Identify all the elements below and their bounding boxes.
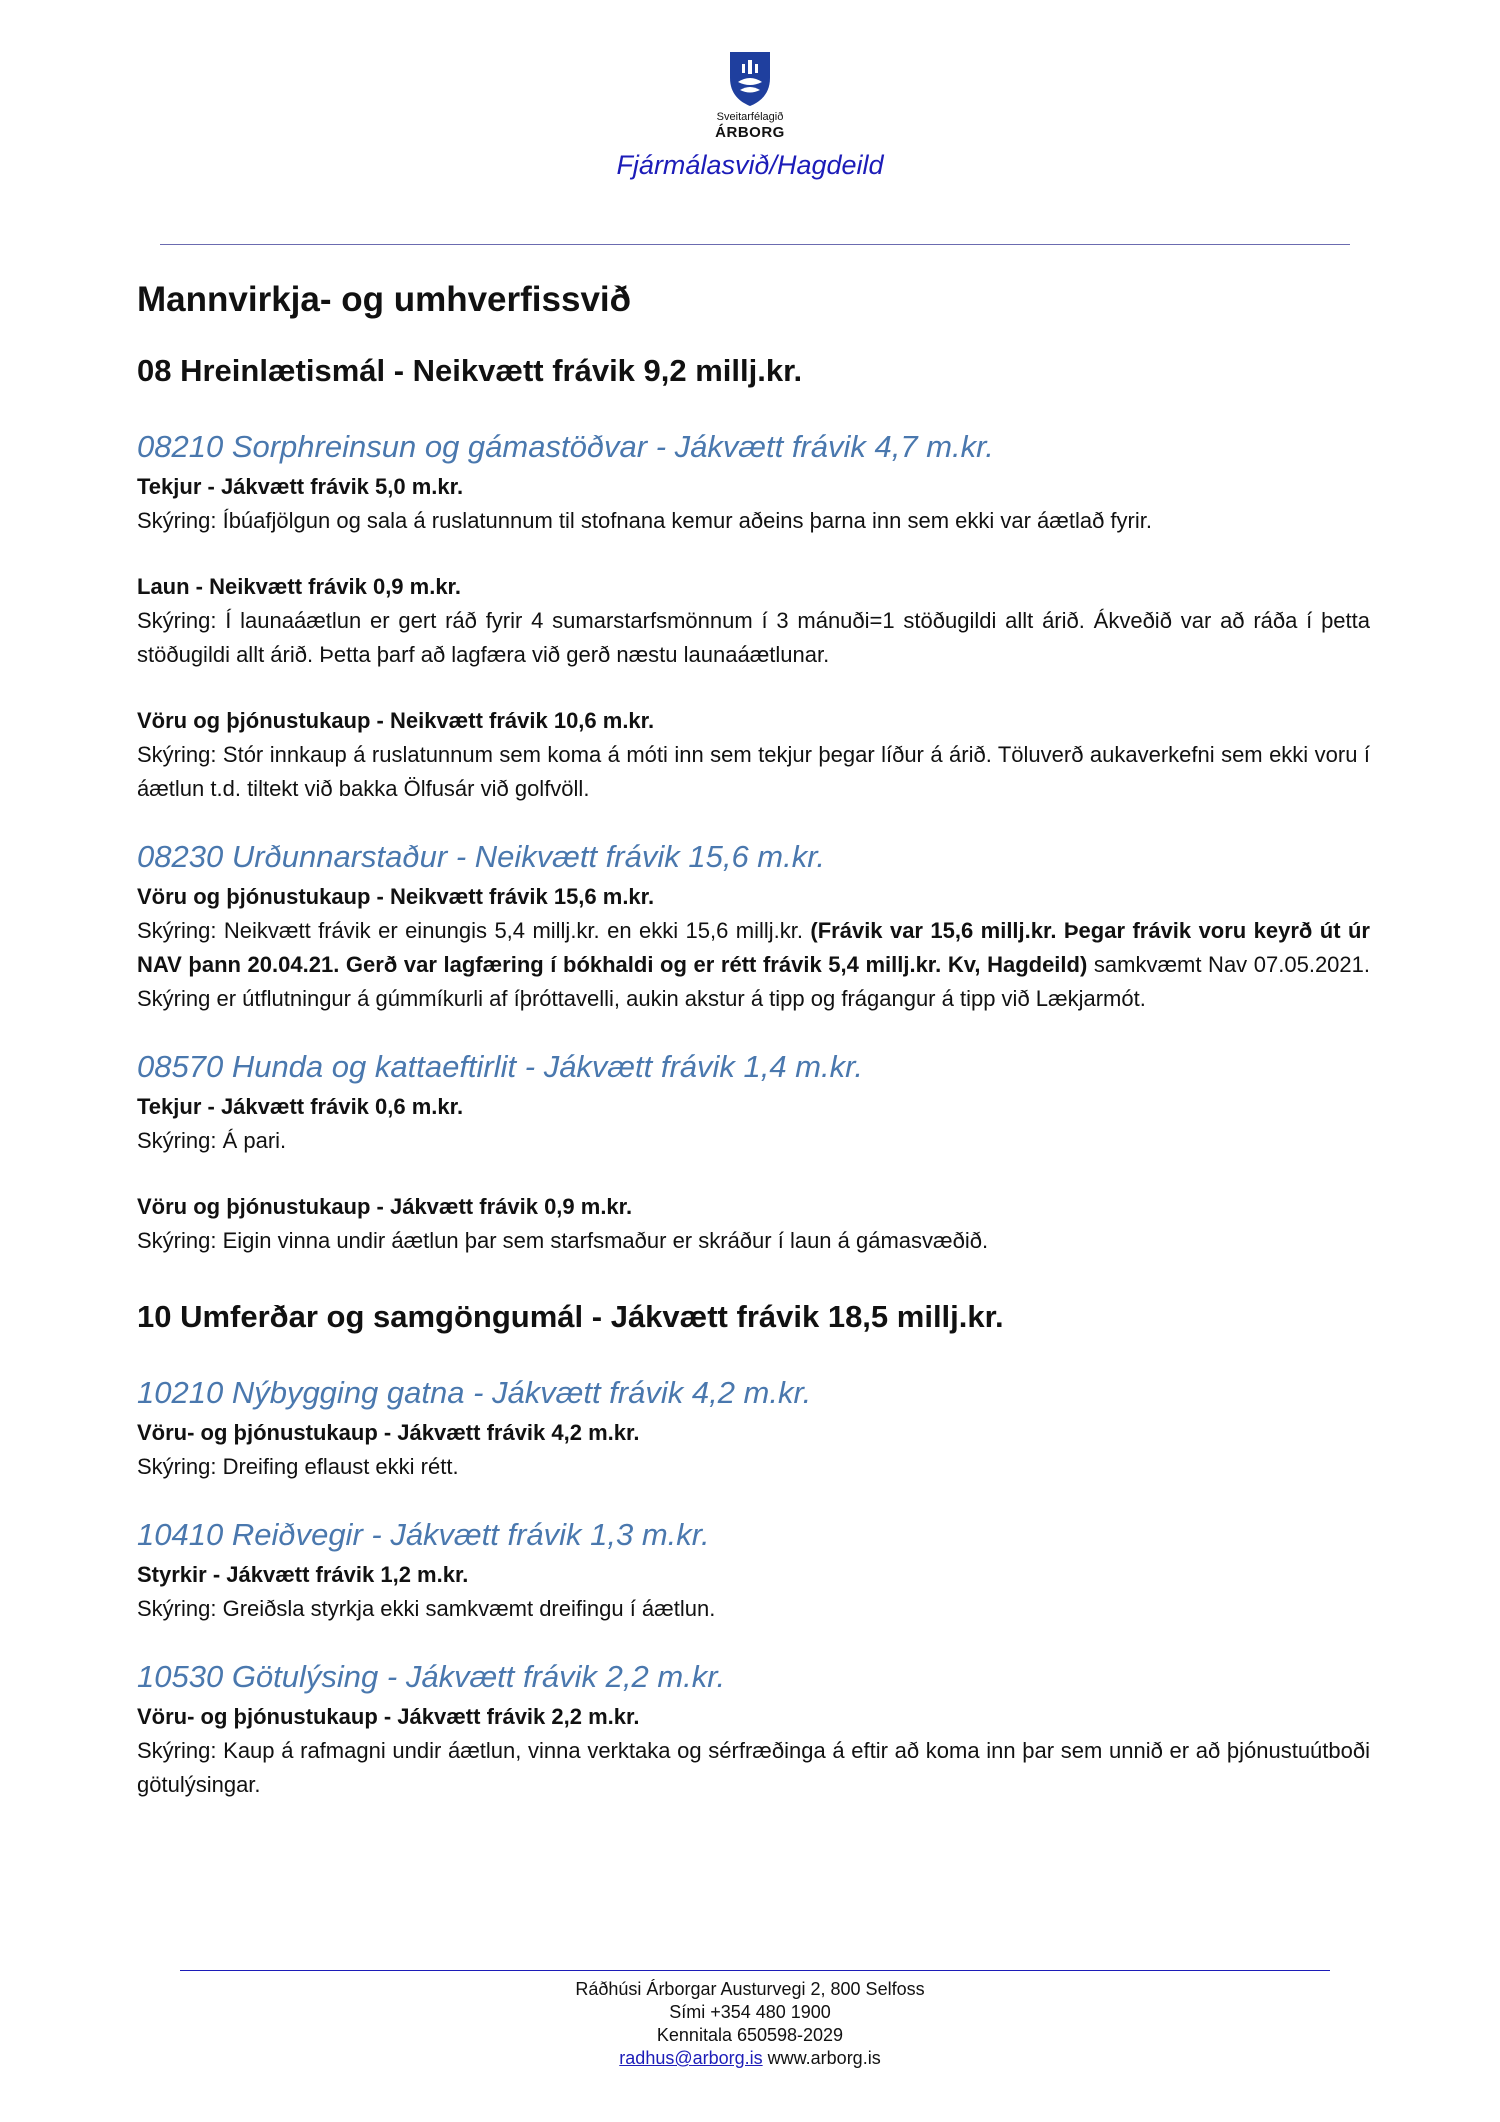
coat-of-arms-icon bbox=[726, 48, 774, 108]
unit-heading: 10410 Reiðvegir - Jákvætt frávik 1,3 m.kr. bbox=[137, 1517, 710, 1552]
unit-heading: 10530 Götulýsing - Jákvætt frávik 2,2 m.kr. bbox=[137, 1659, 726, 1694]
item-text: Skýring: Kaup á rafmagni undir áætlun, vinna verktaka og sérfræðinga á eftir að koma inn þar sem unnið er að þjónustuútboði götulýsingar. bbox=[137, 1738, 1370, 1797]
logo-line1: Sveitarfélagið bbox=[716, 111, 784, 123]
unit-heading: 08210 Sorphreinsun og gámastöðvar - Jákvætt frávik 4,7 m.kr. bbox=[137, 429, 994, 464]
item-text: Skýring: Á pari. bbox=[137, 1128, 287, 1153]
item-text: Skýring: Íbúafjölgun og sala á ruslatunnum til stofnana kemur aðeins þarna inn sem ekki var áætlað fyrir. bbox=[137, 508, 1152, 533]
section-heading: 08 Hreinlætismál - Neikvætt frávik 9,2 millj.kr. bbox=[137, 353, 803, 388]
item-label: Laun - Neikvætt frávik 0,9 m.kr. bbox=[137, 574, 462, 599]
item-label: Styrkir - Jákvætt frávik 1,2 m.kr. bbox=[137, 1562, 469, 1587]
footer-kennitala: Kennitala 650598-2029 bbox=[656, 2025, 844, 2045]
page-title: Mannvirkja- og umhverfissvið bbox=[137, 280, 632, 319]
item-text bbox=[137, 914, 1370, 1016]
item-label: Vöru og þjónustukaup - Jákvætt frávik 0,9 m.kr. bbox=[137, 1194, 633, 1219]
item-text: Skýring: Í launaáætlun er gert ráð fyrir 4 sumarstarfsmönnum í 3 mánuði=1 stöðugildi allt árið. Ákveðið var að ráða í þetta stöðugildi allt árið. Þetta þarf að lagfæra við gerð næstu launaáætlunar. bbox=[137, 608, 1370, 667]
logo-line2: ÁRBORG bbox=[715, 124, 785, 141]
municipality-logo bbox=[702, 48, 798, 141]
item-label: Vöru og þjónustukaup - Neikvætt frávik 10,6 m.kr. bbox=[137, 708, 655, 733]
website-text: www.arborg.is bbox=[767, 2048, 881, 2068]
email-link[interactable]: radhus@arborg.is bbox=[619, 2048, 763, 2068]
unit-heading: 10210 Nýbygging gatna - Jákvætt frávik 4,2 m.kr. bbox=[137, 1375, 812, 1410]
document-body bbox=[137, 270, 1370, 1802]
footer-contact bbox=[0, 2047, 1500, 2070]
item-text-correction-note: (Frávik var 15,6 millj.kr. Þegar frávik voru keyrð út úr NAV þann 20.04.21. Gerð var lagfæring í bókhaldi og er rétt frávik 5,4 millj.kr. Kv, Hagdeild) bbox=[137, 918, 1370, 977]
item-text: Skýring: Greiðsla styrkja ekki samkvæmt dreifingu í áætlun. bbox=[137, 1596, 716, 1621]
item-label: Vöru- og þjónustukaup - Jákvætt frávik 4,2 m.kr. bbox=[137, 1420, 640, 1445]
item-text-part: Skýring: Neikvætt frávik er einungis 5,4 millj.kr. en ekki 15,6 millj.kr. bbox=[137, 918, 811, 943]
item-label: Tekjur - Jákvætt frávik 0,6 m.kr. bbox=[137, 1094, 464, 1119]
unit-heading: 08570 Hunda og kattaeftirlit - Jákvætt frávik 1,4 m.kr. bbox=[137, 1049, 863, 1084]
footer bbox=[0, 1978, 1500, 2070]
item-text: Skýring: Stór innkaup á ruslatunnum sem koma á móti inn sem tekjur þegar líður á árið. Töluverð aukaverkefni sem ekki voru í áætlun t.d. tiltekt við bakka Ölfusár við golfvöll. bbox=[137, 742, 1370, 801]
footer-divider bbox=[180, 1970, 1330, 1971]
footer-address: Ráðhúsi Árborgar Austurvegi 2, 800 Selfoss bbox=[575, 1979, 925, 1999]
item-label: Vöru- og þjónustukaup - Jákvætt frávik 2,2 m.kr. bbox=[137, 1704, 640, 1729]
footer-phone: Sími +354 480 1900 bbox=[669, 2002, 831, 2022]
item-text: Skýring: Dreifing eflaust ekki rétt. bbox=[137, 1454, 459, 1479]
department-name: Fjármálasvið/Hagdeild bbox=[616, 150, 884, 180]
item-text-part: samkvæmt Nav 07.05.2021. Skýring er útflutningur á gúmmíkurli af íþróttavelli, aukin akstur á tipp og frágangur á tipp við Lækjarmót. bbox=[137, 952, 1370, 1011]
header-divider bbox=[160, 244, 1350, 245]
section-heading: 10 Umferðar og samgöngumál - Jákvætt frávik 18,5 millj.kr. bbox=[137, 1299, 1004, 1334]
item-label: Tekjur - Jákvætt frávik 5,0 m.kr. bbox=[137, 474, 464, 499]
item-label: Vöru og þjónustukaup - Neikvætt frávik 15,6 m.kr. bbox=[137, 884, 655, 909]
item-text: Skýring: Eigin vinna undir áætlun þar sem starfsmaður er skráður í laun á gámasvæðið. bbox=[137, 1228, 989, 1253]
unit-heading: 08230 Urðunnarstaður - Neikvætt frávik 15,6 m.kr. bbox=[137, 839, 826, 874]
